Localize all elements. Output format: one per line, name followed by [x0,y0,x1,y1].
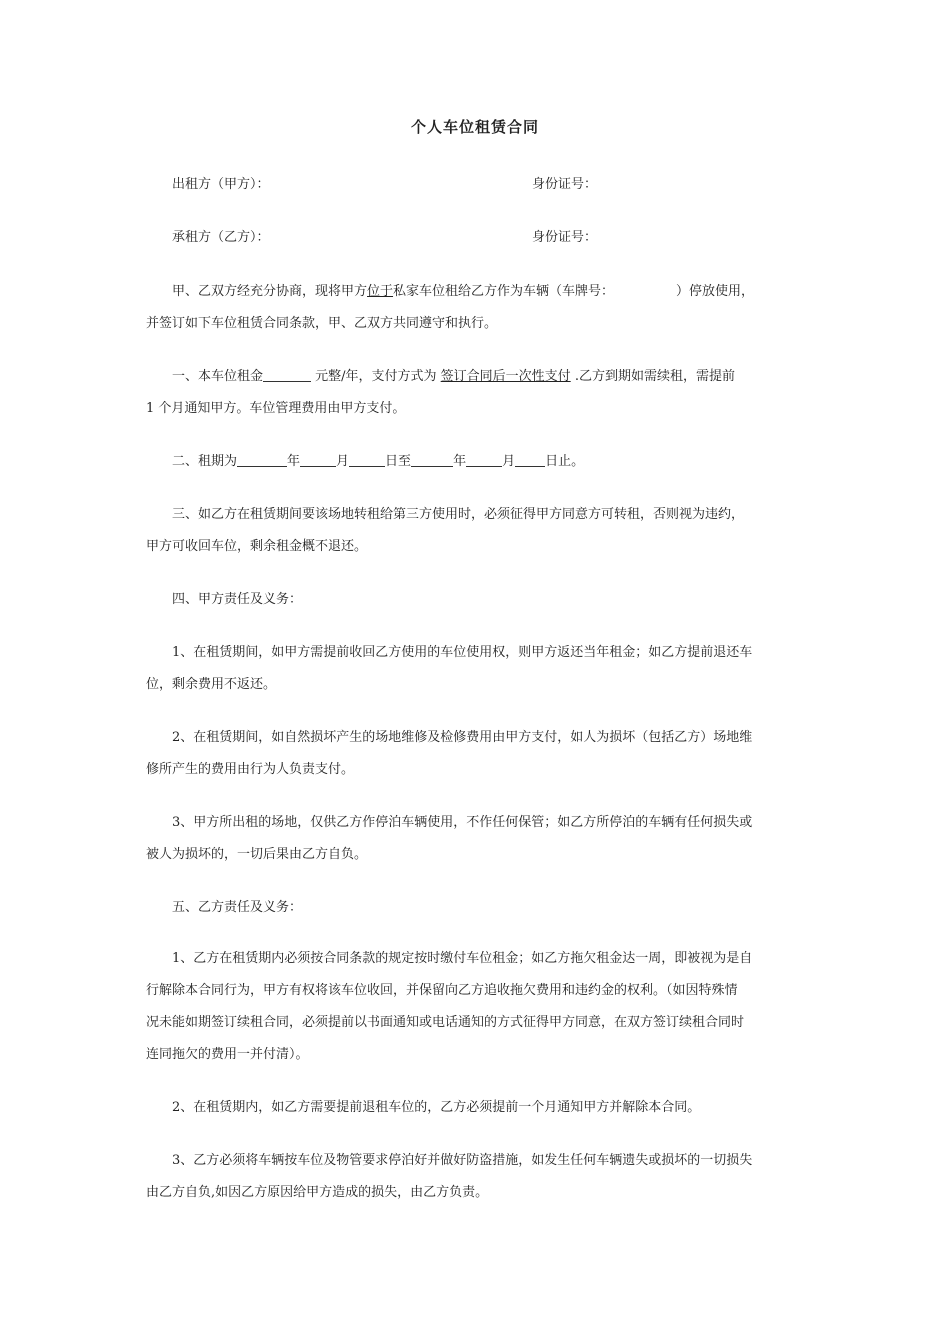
start-year-blank [237,452,287,467]
end-month-blank [466,452,502,467]
s4-item-3-line-1: 3、甲方所出租的场地，仅供乙方作停泊车辆使用，不作任何保管；如乙方所停泊的车辆有任何损失或 [172,815,753,830]
section-5-heading: 五、乙方责任及义务： [172,900,303,915]
section-4-heading: 四、甲方责任及义务： [172,592,303,607]
s4-item-1-line-2: 位，剩余费用不返还。 [146,677,277,692]
s5-item-1-line-2: 行解除本合同行为，甲方有权将该车位收回，并保留向乙方追收拖欠费用和违约金的权利。（如因特殊情 [146,983,738,998]
s5-item-1-line-1: 1、乙方在租赁期内必须按合同条款的规定按时缴付车位租金；如乙方拖欠租金达一周，即被视为是自 [172,951,753,966]
s4-item-2-line-2: 修所产生的费用由行为人负责支付。 [146,762,355,777]
clause-3-line-2: 甲方可收回车位，剩余租金概不退还。 [146,539,368,554]
end-day-blank [515,452,545,467]
intro-text-c: ）停放使用， [676,284,755,299]
document-title: 个人车位租赁合同 [410,118,539,136]
s4-item-3-line-2: 被人为损坏的，一切后果由乙方自负。 [146,847,368,862]
clause-3-line-1: 三、如乙方在租赁期间要该场地转租给第三方使用时，必须征得甲方同意方可转租，否则视为违约， [172,507,745,522]
party-b-id-label: 身份证号： [532,230,598,245]
clause-1-text-a: 一、本车位租金 [172,369,264,384]
clause-1-text-b: 元整/年，支付方式为 [311,369,441,384]
s5-item-1-line-3: 况未能如期签订续租合同，必须提前以书面通知或电话通知的方式征得甲方同意，在双方签订续租合同时 [146,1015,745,1030]
clause-1-text-c: .乙方到期如需续租，需提前 [570,369,735,384]
clause-2-text: 二、租期为 [172,454,238,469]
end-month-unit: 月 [502,454,516,469]
party-b-label: 承租方（乙方）： [172,230,270,245]
start-year-unit: 年 [287,454,301,469]
end-day-unit: 日止。 [545,454,585,469]
start-month-blank [300,452,336,467]
end-year-unit: 年 [453,454,467,469]
s5-item-3-line-1: 3、乙方必须将车辆按车位及物管要求停泊好并做好防盗措施，如发生任何车辆遗失或损坏的一切损失 [172,1153,753,1168]
s4-item-1-line-1: 1、在租赁期间，如甲方需提前收回乙方使用的车位使用权，则甲方返还当年租金；如乙方提前退还车 [172,645,753,660]
intro-text-a: 甲、乙双方经充分协商，现将甲方 [172,284,368,299]
end-year-blank [411,452,453,467]
s5-item-3-line-2: 由乙方自负,如因乙方原因给甲方造成的损失，由乙方负责。 [146,1185,489,1200]
clause-1-line-1 [172,364,735,389]
s4-item-2-line-1: 2、在租赁期间，如自然损坏产生的场地维修及检修费用由甲方支付，如人为损坏（包括乙方）场地维 [172,730,753,745]
clause-1-line-2: 1 个月通知甲方。车位管理费用由甲方支付。 [146,401,406,416]
intro-line-1 [172,279,754,304]
intro-line-2: 并签订如下车位租赁合同条款，甲、乙双方共同遵守和执行。 [146,316,498,331]
start-day-blank [349,452,385,467]
intro-text-b: 私家车位租给乙方作为车辆（车牌号： [393,284,615,299]
payment-method: 签订合同后一次性支付 [440,369,571,384]
start-day-unit: 日至 [385,454,412,469]
rent-amount-blank [263,367,311,382]
party-a-id-label: 身份证号： [532,177,598,192]
s5-item-1-line-4: 连同拖欠的费用一并付清）。 [146,1047,309,1062]
clause-2-line [172,449,584,474]
start-month-unit: 月 [336,454,350,469]
s5-item-2-line-1: 2、在租赁期内，如乙方需要提前退租车位的，乙方必须提前一个月通知甲方并解除本合同。 [172,1100,701,1115]
intro-located-at: 位于 [367,284,394,299]
party-a-label: 出租方（甲方）： [172,177,270,192]
